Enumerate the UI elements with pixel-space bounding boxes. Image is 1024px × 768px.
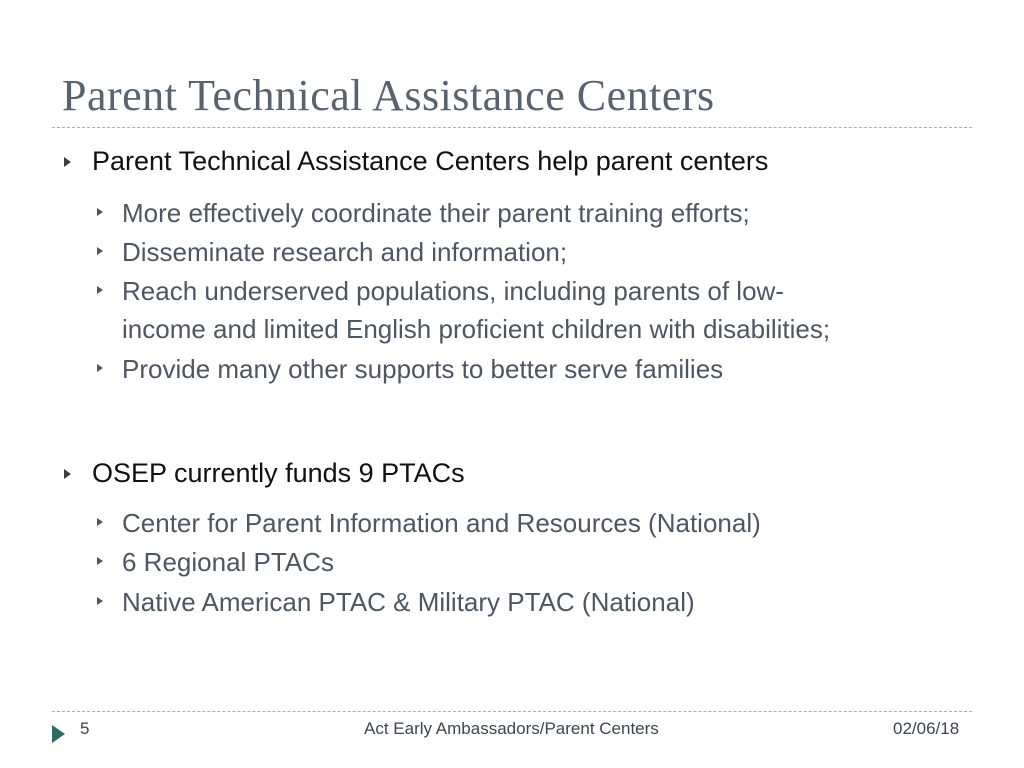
bullet-triangle-icon	[97, 557, 103, 565]
bullet-level2-regional	[97, 543, 334, 581]
bullet-level2-other-supports	[97, 350, 723, 388]
bullet-text: Parent Technical Assistance Centers help parent centers	[92, 146, 769, 176]
bullet-triangle-icon	[64, 469, 71, 479]
bullet-level2-cpir	[97, 504, 761, 542]
footer-date: 02/06/18	[893, 719, 960, 738]
bullet-triangle-icon	[97, 597, 103, 605]
bullet-level2-native-military	[97, 583, 695, 621]
bullet-text-line2: income and limited English proficient children with disabilities;	[122, 314, 831, 344]
bullet-text: OSEP currently funds 9 PTACs	[92, 458, 465, 488]
bullet-text: Center for Parent Information and Resources (National)	[122, 508, 761, 538]
bullet-level1-ptac-help	[64, 146, 768, 177]
bullet-triangle-icon	[97, 208, 103, 216]
triangle-bullet-icon	[52, 725, 65, 743]
bullet-text: 6 Regional PTACs	[122, 547, 334, 577]
bullet-triangle-icon	[97, 518, 103, 526]
bullet-text: More effectively coordinate their parent training efforts;	[122, 198, 750, 228]
bullet-triangle-icon	[64, 157, 71, 167]
title-divider	[52, 127, 972, 128]
bullet-triangle-icon	[97, 286, 103, 294]
bullet-text: Disseminate research and information;	[122, 237, 568, 267]
bullet-level1-osep-funds	[64, 458, 465, 489]
bullet-triangle-icon	[97, 247, 103, 255]
footer-title: Act Early Ambassadors/Parent Centers	[364, 719, 659, 738]
bullet-text: Provide many other supports to better serve families	[122, 354, 724, 384]
bullet-triangle-icon	[97, 364, 103, 372]
slide-title: Parent Technical Assistance Centers	[62, 71, 715, 120]
footer-divider	[52, 711, 972, 712]
bullet-text: Native American PTAC & Military PTAC (National)	[122, 587, 695, 617]
bullet-level2-disseminate	[97, 233, 567, 271]
page-number: 5	[80, 719, 90, 738]
bullet-text-line1: Reach underserved populations, including parents of low-	[122, 276, 784, 306]
bullet-level2-underserved	[97, 272, 830, 348]
bullet-level2-coordinate	[97, 194, 750, 232]
